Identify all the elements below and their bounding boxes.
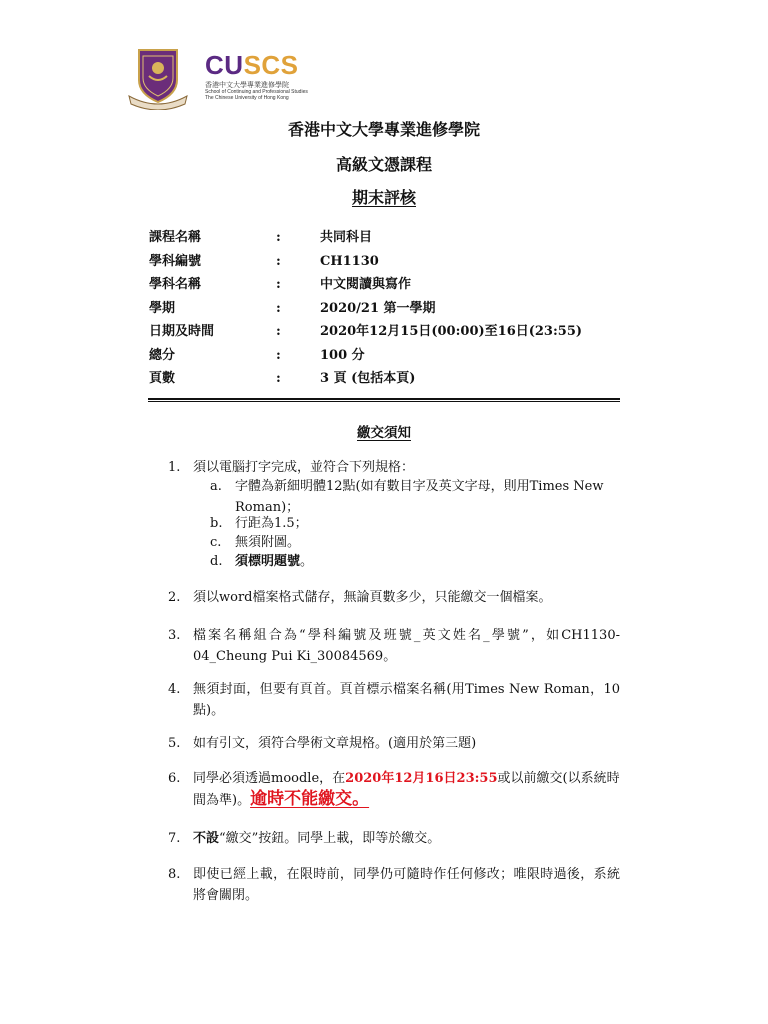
info-colon: : xyxy=(276,230,281,245)
item-text: 檔案名稱組合為“學科編號及班號_英文姓名_學號”，如CH1130-04_Cheung Pui Ki_30084569。 xyxy=(193,628,620,664)
header-logos xyxy=(125,46,385,112)
subitem-letter: c. xyxy=(210,535,222,550)
info-value: CH1130 xyxy=(320,253,379,269)
item-post-text: 或以前繳交(以系統時間為準)。 xyxy=(193,771,620,808)
info-row-course-name xyxy=(149,226,629,250)
subitem-letter: b. xyxy=(210,516,223,531)
item-number: 1. xyxy=(168,460,181,475)
subitem-text xyxy=(235,551,620,572)
item-number: 6. xyxy=(168,771,181,786)
info-value: 中文閱讀與寫作 xyxy=(320,277,412,292)
item-number: 8. xyxy=(168,867,181,882)
cuhk-crest-icon xyxy=(125,46,191,110)
info-row-term xyxy=(149,297,629,321)
item-text: 須以word檔案格式儲存，無論頁數多少，只能繳交一個檔案。 xyxy=(193,590,552,605)
item-text: 如有引文，須符合學術文章規格。(適用於第三題) xyxy=(193,736,477,751)
info-label: 頁數 xyxy=(149,371,176,386)
submission-notice-heading: 繳交須知 xyxy=(357,425,411,441)
program-title: 高級文憑課程 xyxy=(335,155,432,174)
info-colon: : xyxy=(276,371,281,386)
logo-sub-chinese: 香港中文大學專業進修學院 xyxy=(205,82,289,89)
subitem-letter: a. xyxy=(210,479,222,494)
info-colon: : xyxy=(276,324,281,339)
item-pre-text: 同學必須透過moodle，在 xyxy=(193,771,346,786)
info-row-subject-name xyxy=(149,273,629,297)
item-number: 2. xyxy=(168,590,181,605)
item-number: 5. xyxy=(168,736,181,751)
item-number: 3. xyxy=(168,628,181,643)
item-number: 4. xyxy=(168,682,181,697)
info-value: 2020年12月15日(00:00)至16日(23:55) xyxy=(320,324,583,339)
info-label: 日期及時間 xyxy=(149,324,215,339)
subitem-letter: d. xyxy=(210,554,223,569)
info-row-pages xyxy=(149,367,629,391)
subitem-bold-text: 須標明題號 xyxy=(235,554,301,569)
item-text: 無須封面，但要有頁首。頁首標示檔案名稱(用Times New Roman，10點)。 xyxy=(193,682,620,718)
late-warning-text: 逾時不能繳交。 xyxy=(250,789,370,809)
info-label: 學科名稱 xyxy=(149,277,202,292)
info-label: 課程名稱 xyxy=(149,230,202,245)
info-label: 學科編號 xyxy=(149,253,202,269)
subitem-text: 無須附圖。 xyxy=(235,535,301,550)
item-bold-text: 不設 xyxy=(193,831,220,846)
assessment-title: 期末評核 xyxy=(351,188,416,207)
deadline-text: 2020年12月16日23:55 xyxy=(345,771,498,786)
info-value: 100 分 xyxy=(320,347,365,363)
course-info-table xyxy=(149,226,629,391)
item-text xyxy=(193,768,620,811)
subitem-tail-text: 。 xyxy=(300,554,314,569)
info-row-subject-code xyxy=(149,250,629,274)
logo-sub-english-1: School of Continuing and Professional Studies xyxy=(205,89,308,96)
item-tail-text: “繳交”按鈕。同學上載，即等於繳交。 xyxy=(219,831,441,846)
institute-title: 香港中文大學專業進修學院 xyxy=(287,120,480,139)
subitem-text: 字體為新細明體12點(如有數目字及英文字母，則用Times New Roman)； xyxy=(235,479,604,515)
subitem-text: 行距為1.5； xyxy=(235,516,308,531)
info-row-date-time xyxy=(149,320,629,344)
logo-sub-english-2: The Chinese University of Hong Kong xyxy=(205,94,289,101)
info-colon: : xyxy=(276,253,281,269)
cuscs-logo-text: CUSCS xyxy=(205,50,299,80)
info-row-total-score xyxy=(149,344,629,368)
item-text: 即使已經上載，在限時前，同學仍可隨時作任何修改；唯限時過後，系統將會關閉。 xyxy=(193,867,620,903)
info-colon: : xyxy=(276,347,281,363)
info-colon: : xyxy=(276,300,281,316)
section-divider xyxy=(148,398,620,402)
info-colon: : xyxy=(276,277,281,292)
info-label: 學期 xyxy=(149,300,176,316)
info-value: 共同科目 xyxy=(320,230,373,245)
info-label: 總分 xyxy=(149,347,176,363)
item-number: 7. xyxy=(168,831,181,846)
item-text xyxy=(193,828,620,849)
info-value: 3 頁 (包括本頁) xyxy=(320,371,416,386)
item-text: 須以電腦打字完成，並符合下列規格： xyxy=(193,460,415,475)
cuscs-logo-subtitle xyxy=(205,82,385,102)
info-value: 2020/21 第一學期 xyxy=(320,300,436,316)
